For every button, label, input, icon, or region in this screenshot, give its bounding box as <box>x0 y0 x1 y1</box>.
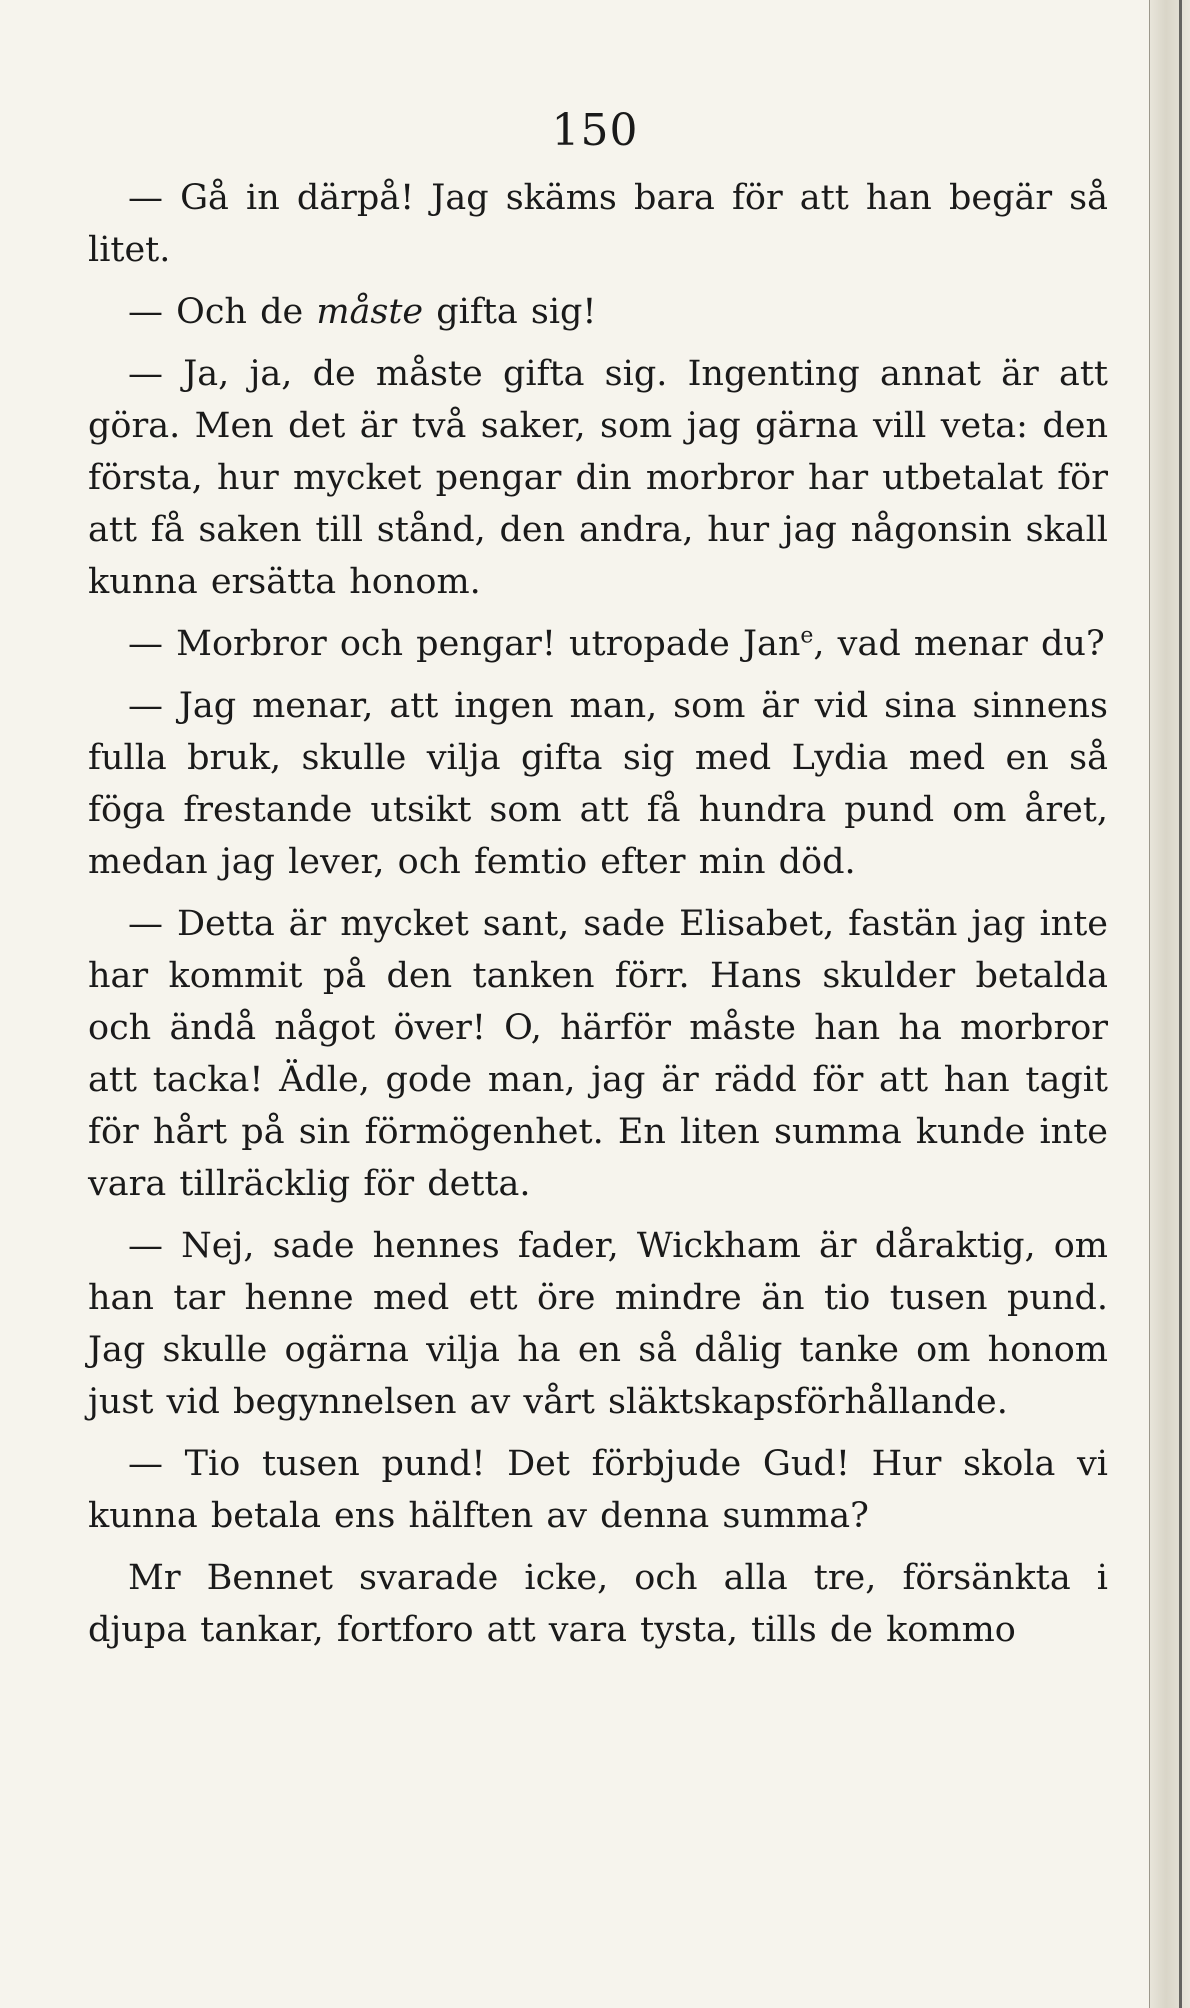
paragraph-2-emphasis: måste <box>316 292 424 332</box>
paragraph-1: — Gå in därpå! Jag skäms bara för att han begär så litet. <box>88 178 1108 270</box>
paragraph-8: — Tio tusen pund! Det förbjude Gud! Hur skola vi kunna betala ens hälften av denna summa? <box>88 1444 1108 1536</box>
paragraph-4 <box>88 618 1108 670</box>
paragraph-4-after: , vad menar du? <box>813 624 1105 664</box>
paragraph-5: — Jag menar, att ingen man, som är vid sina sinnens fulla bruk, skulle vilja gifta sig med Lydia med en så föga frestande utsikt som att få hundra pund om året, medan jag lever, och femtio efter min död. <box>88 686 1108 882</box>
paragraph-2 <box>88 286 1108 338</box>
paragraph-2-before: — Och de <box>128 292 317 332</box>
body-text <box>88 172 1108 1666</box>
paragraph-2-after: gifta sig! <box>423 292 597 332</box>
page-binding-edge <box>1149 0 1190 2008</box>
binding-line <box>1179 0 1182 2008</box>
paragraph-4-before: — Morbror och pengar! utropade Jan <box>128 624 801 664</box>
paragraph-3: — Ja, ja, de måste gifta sig. Ingenting annat är att göra. Men det är två saker, som jag gärna vill veta: den första, hur mycket pengar din morbror har utbetalat för att få saken till stånd, den andra, hur jag någonsin skall kunna ersätta honom. <box>88 354 1108 602</box>
paragraph-4-superscript: e <box>800 623 814 649</box>
page-number: 150 <box>551 105 639 156</box>
paragraph-7: — Nej, sade hennes fader, Wickham är dåraktig, om han tar henne med ett öre mindre än tio tusen pund. Jag skulle ogärna vilja ha en så dålig tanke om honom just vid begynnelsen av vårt släktskapsförhållande. <box>88 1226 1108 1422</box>
paragraph-9: Mr Bennet svarade icke, och alla tre, försänkta i djupa tankar, fortforo att vara tysta, tills de kommo <box>88 1558 1108 1650</box>
paragraph-6: — Detta är mycket sant, sade Elisabet, fastän jag inte har kommit på den tanken förr. Hans skulder betalda och ändå något över! O, härför måste han ha morbror att tacka! Ädle, gode man, jag är rädd för att han tagit för hårt på sin förmögenhet. En liten summa kunde inte vara tillräcklig för detta. <box>88 904 1108 1204</box>
